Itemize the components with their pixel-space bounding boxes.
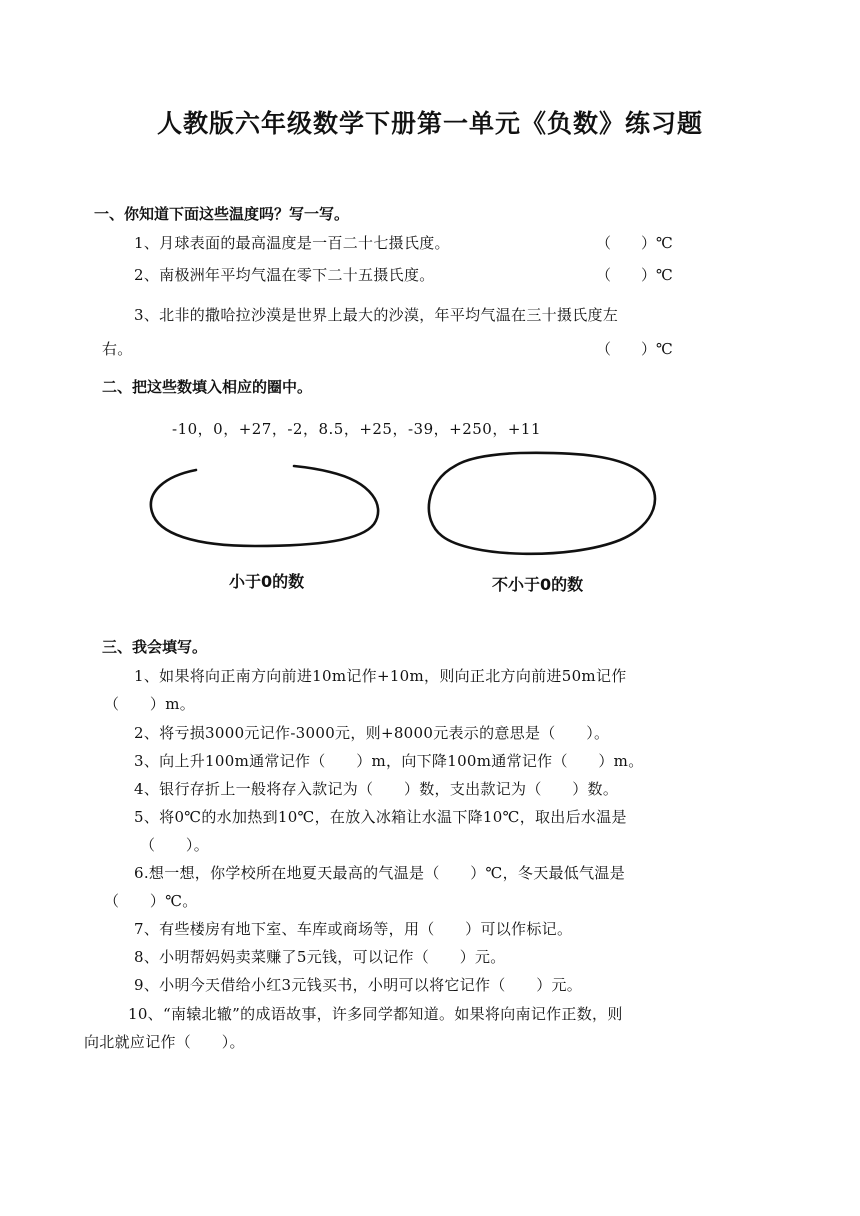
section3-line-6: 5、将0℃的水加热到10℃，在放入冰箱让水温下降10℃，取出后水温是 <box>134 808 627 826</box>
section3-line-8: 6.想一想，你学校所在地夏天最高的气温是（ ）℃，冬天最低气温是 <box>134 864 625 882</box>
non-negative-circle <box>429 453 655 554</box>
section3-line-5: 4、银行存折上一般将存入款记为（ ）数，支出款记为（ ）数。 <box>134 780 619 798</box>
section3-line-10: 7、有些楼房有地下室、车库或商场等，用（ ）可以作标记。 <box>134 920 573 938</box>
section3-line-7: （ ）。 <box>140 836 210 854</box>
section3-heading: 三、我会填写。 <box>102 638 208 656</box>
circle-label-negative: 小于0的数 <box>229 572 305 591</box>
page-title: 人教版六年级数学下册第一单元《负数》练习题 <box>156 109 703 138</box>
section3-line-4: 3、向上升100m通常记作（ ）m，向下降100m通常记作（ ）m。 <box>134 752 644 770</box>
section1-item-1: 1、月球表面的最高温度是一百二十七摄氏度。 <box>134 234 450 252</box>
section3-line-1: 1、如果将向正南方向前进10m记作+10m，则向正北方向前进50m记作 <box>134 667 627 685</box>
section3-line-14: 向北就应记作（ ）。 <box>84 1033 245 1051</box>
number-list: -10，0，+27，-2，8.5，+25，-39，+250，+11 <box>172 420 541 438</box>
section3-line-11: 8、小明帮妈妈卖菜赚了5元钱，可以记作（ ）元。 <box>134 948 506 966</box>
section3-line-9: （ ）℃。 <box>104 892 198 910</box>
section3-line-2: （ ）m。 <box>104 695 196 713</box>
section3-line-12: 9、小明今天借给小红3元钱买书，小明可以将它记作（ ）元。 <box>134 976 583 994</box>
section2-heading: 二、把这些数填入相应的圈中。 <box>102 378 313 396</box>
section1-answer-1: （ ）℃ <box>596 234 673 252</box>
section1-answer-2: （ ）℃ <box>596 266 673 284</box>
section1-item-2: 2、南极洲年平均气温在零下二十五摄氏度。 <box>134 266 435 284</box>
negative-circle <box>151 466 378 546</box>
section1-item-3-cont: 右。 <box>102 340 133 358</box>
section1-answer-3: （ ）℃ <box>596 340 673 358</box>
section1-heading: 一、你知道下面这些温度吗？写一写。 <box>94 205 350 223</box>
section3-line-3: 2、将亏损3000元记作-3000元，则+8000元表示的意思是（ ）。 <box>134 724 610 742</box>
section3-line-13: 10、“南辕北辙”的成语故事，许多同学都知道。如果将向南记作正数，则 <box>128 1005 623 1023</box>
circle-label-non-negative: 不小于0的数 <box>492 575 584 594</box>
section1-item-3: 3、北非的撒哈拉沙漠是世界上最大的沙漠，年平均气温在三十摄氏度左 <box>134 306 619 324</box>
